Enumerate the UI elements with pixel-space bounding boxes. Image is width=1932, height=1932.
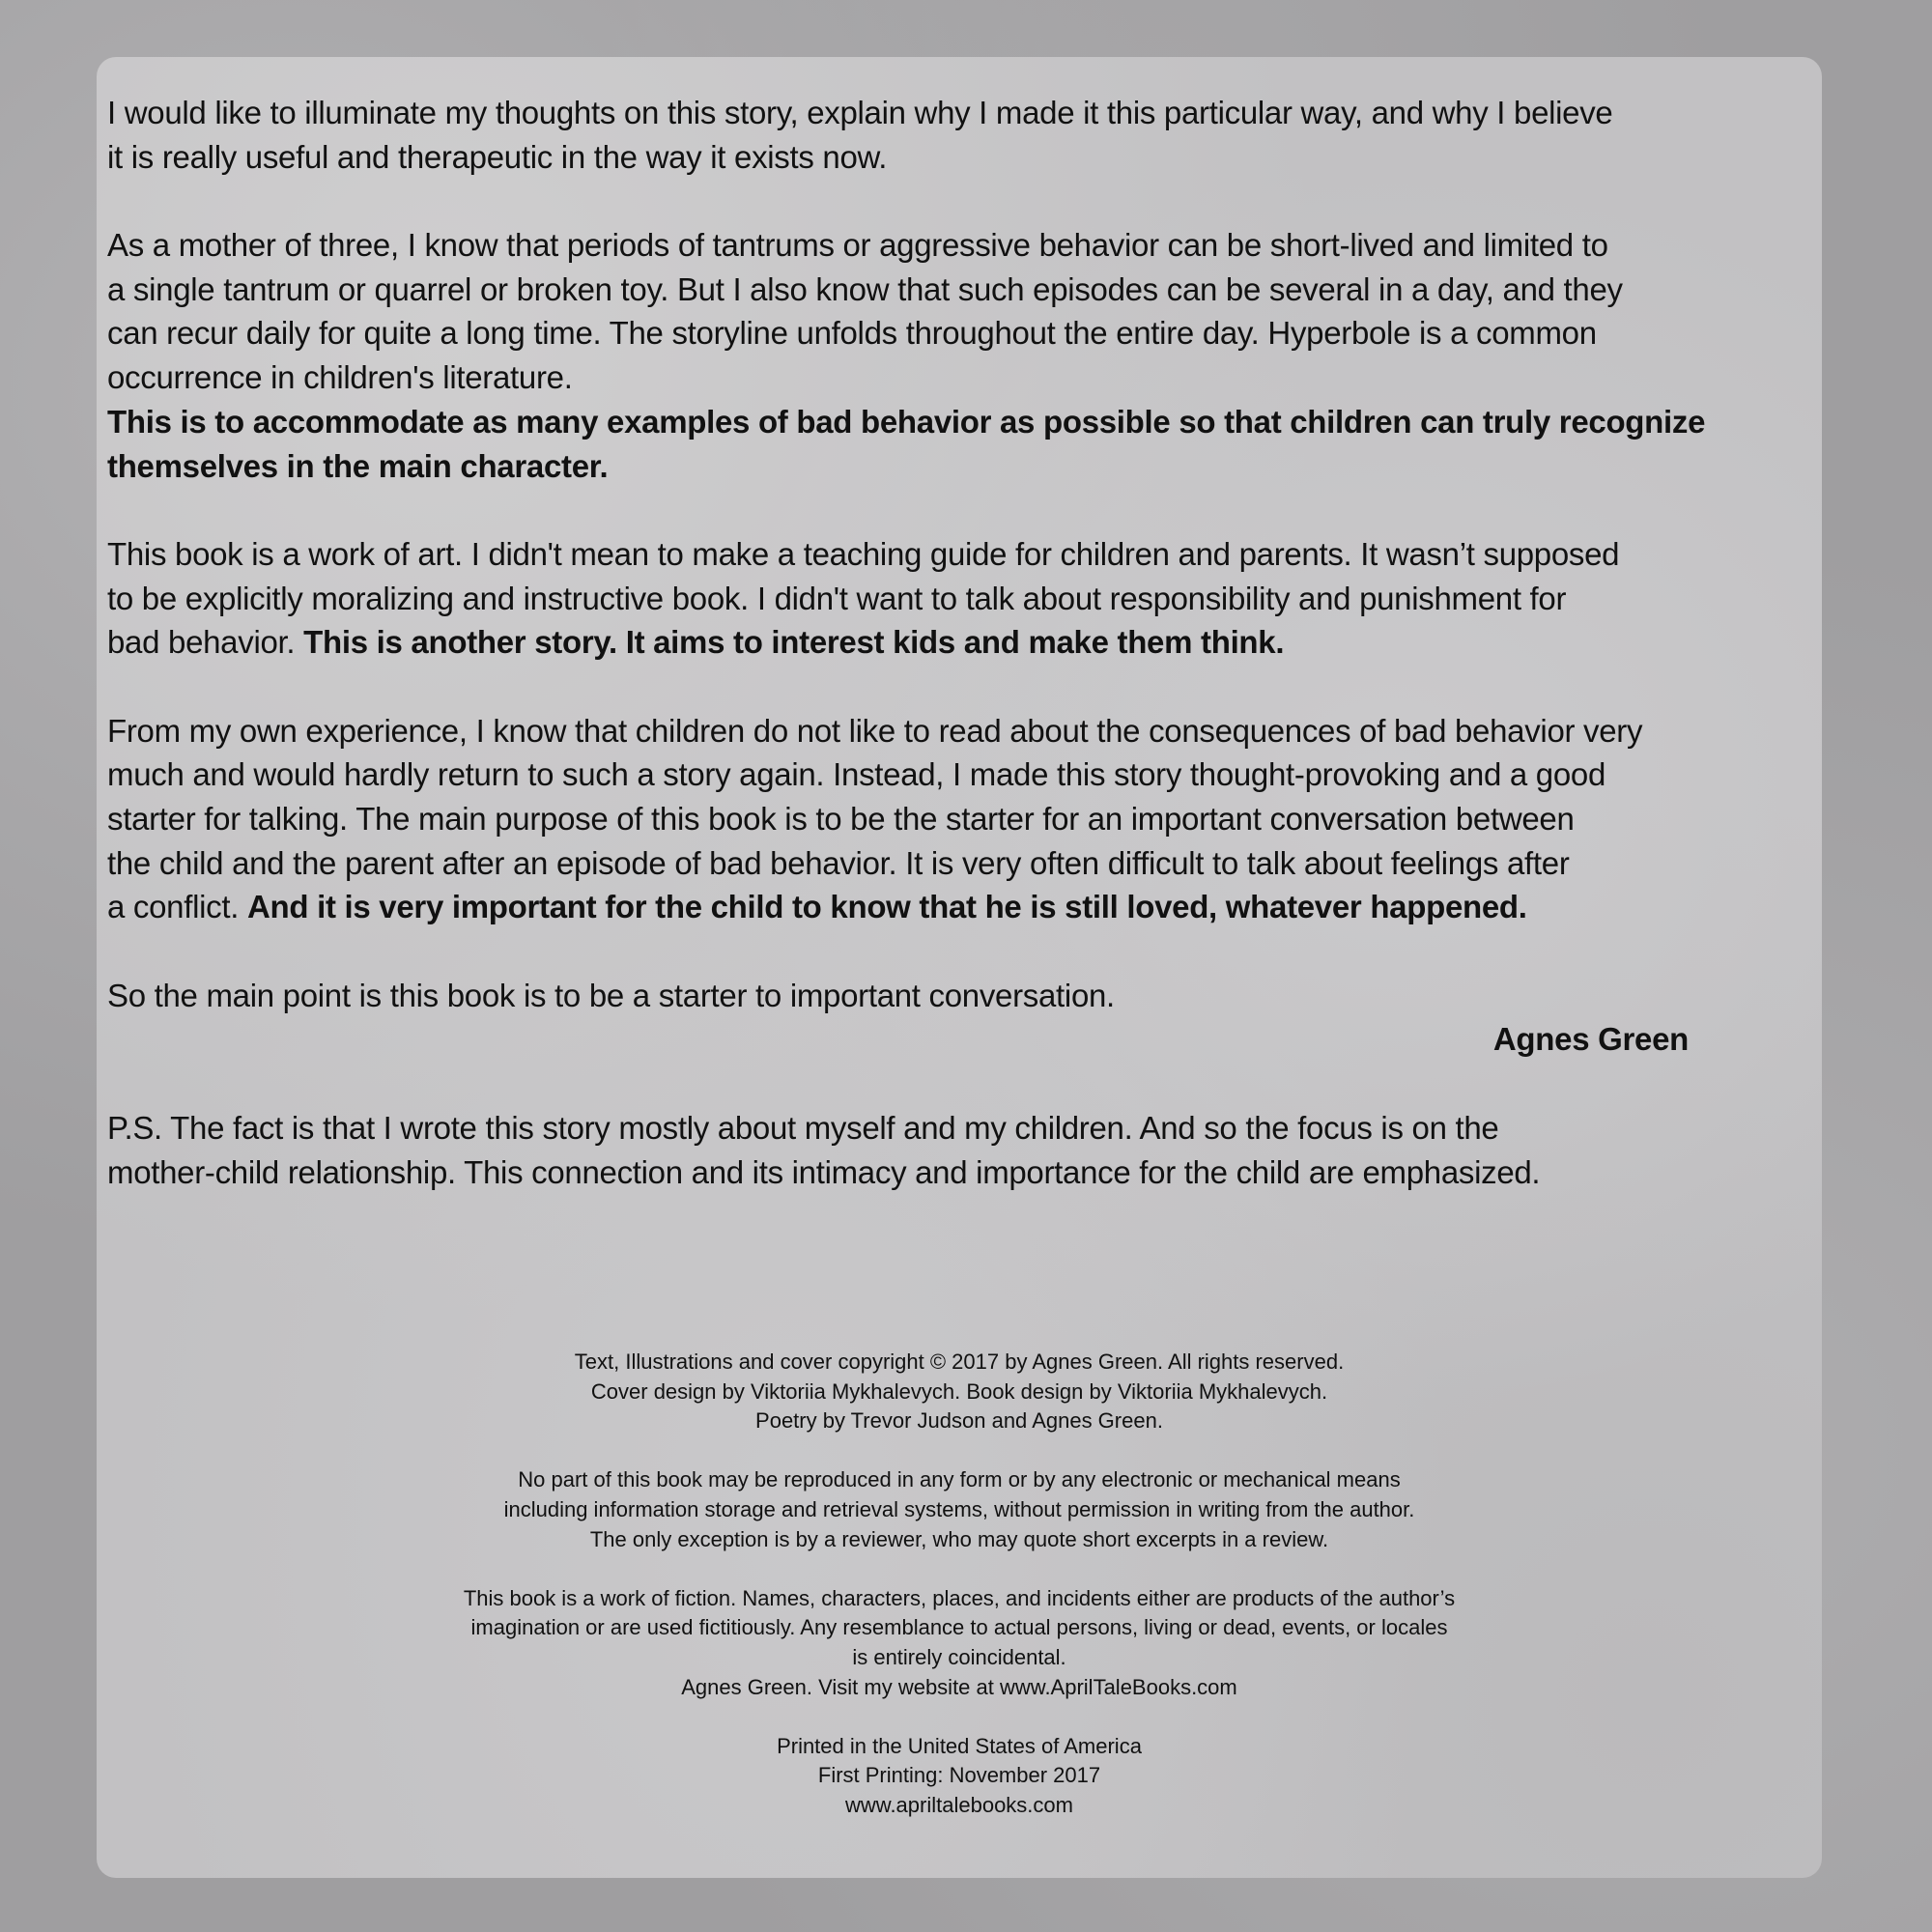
paragraph	[107, 532, 1822, 665]
footer-line: is entirely coincidental.	[852, 1644, 1066, 1669]
footer-line: Agnes Green. Visit my website at www.AprilTaleBooks.com	[681, 1674, 1237, 1699]
text-segment: much and would hardly return to such a story again. Instead, I made this story thought-provoking and a good	[107, 756, 1605, 793]
bold-text: And it is very important for the child to know that he is still loved, whatever happened.	[246, 889, 1527, 925]
footer-block	[97, 1584, 1822, 1702]
footer-line: This book is a work of fiction. Names, characters, places, and incidents either are products of the author’s	[463, 1585, 1456, 1610]
text-segment: to be explicitly moralizing and instructive book. I didn't want to talk about responsibility and punishment for	[107, 580, 1567, 616]
text-segment: can recur daily for quite a long time. The storyline unfolds throughout the entire day. Hyperbole is a common	[107, 315, 1597, 352]
text-line	[107, 797, 1822, 841]
author-signature: Agnes Green	[1492, 1021, 1689, 1058]
paragraph-gap	[107, 1062, 1822, 1106]
text-segment: As a mother of three, I know that periods of tantrums or aggressive behavior can be short-lived and limited to	[107, 227, 1608, 264]
text-segment: This book is a work of art. I didn't mean to make a teaching guide for children and parents. It wasn’t supposed	[107, 535, 1620, 572]
text-line	[107, 444, 1822, 489]
paragraph	[107, 91, 1822, 179]
text-segment: the child and the parent after an episode of bad behavior. It is very often difficult to talk about feelings after	[107, 844, 1570, 881]
text-segment: So the main point is this book is to be a starter to important conversation.	[107, 977, 1115, 1013]
footer-line: Text, Illustrations and cover copyright © 2017 by Agnes Green. All rights reserved.	[574, 1350, 1345, 1374]
paragraph	[107, 223, 1822, 488]
bold-text: This is another story. It aims to interest kids and make them think.	[303, 624, 1285, 661]
footer-block	[97, 1465, 1822, 1554]
text-segment: bad behavior.	[107, 624, 304, 661]
paragraph	[107, 709, 1822, 929]
paragraph-gap	[107, 179, 1822, 223]
footer-line: www.apriltalebooks.com	[845, 1792, 1073, 1817]
text-line	[107, 532, 1822, 577]
footer-gap	[97, 1554, 1822, 1584]
footer-line: First Printing: November 2017	[817, 1763, 1101, 1788]
text-line	[107, 135, 1822, 180]
footer-line: The only exception is by a reviewer, who may quote short excerpts in a review.	[589, 1526, 1329, 1551]
text-segment: a single tantrum or quarrel or broken toy. But I also know that such episodes can be several in a day, and they	[107, 270, 1623, 307]
footer-line: imagination or are used fictitiously. Any resemblance to actual persons, living or dead, events, or locales	[470, 1615, 1448, 1640]
paragraph-gap	[107, 488, 1822, 532]
text-line	[107, 223, 1822, 268]
copyright-notice	[97, 1348, 1822, 1821]
footer-line: No part of this book may be reproduced in any form or by any electronic or mechanical means	[518, 1467, 1401, 1492]
footer-line: Printed in the United States of America	[777, 1733, 1142, 1758]
footer-block	[97, 1732, 1822, 1821]
text-line	[107, 91, 1822, 135]
text-line	[107, 709, 1822, 753]
text-line	[107, 1106, 1822, 1151]
text-line	[107, 400, 1822, 444]
bold-text: themselves in the main character.	[107, 447, 609, 484]
text-segment: I would like to illuminate my thoughts on this story, explain why I made it this particular way, and why I believe	[107, 95, 1613, 130]
text-segment: occurrence in children's literature.	[107, 359, 573, 396]
footer-line: Poetry by Trevor Judson and Agnes Green.	[755, 1408, 1163, 1434]
text-segment: From my own experience, I know that children do not like to read about the consequences of bad behavior very	[107, 712, 1643, 749]
footer-line: including information storage and retrieval systems, without permission in writing from the author.	[503, 1496, 1415, 1521]
text-segment: it is really useful and therapeutic in the way it exists now.	[107, 138, 888, 175]
footer-block	[97, 1348, 1822, 1436]
page-panel	[97, 57, 1822, 1878]
text-line	[107, 268, 1822, 312]
afterword-text	[107, 91, 1822, 1194]
footer-gap	[97, 1702, 1822, 1732]
text-line	[107, 311, 1822, 355]
text-line	[107, 974, 1822, 1018]
text-segment: starter for talking. The main purpose of this book is to be the starter for an important conversation between	[107, 801, 1575, 837]
postscript	[107, 1106, 1822, 1194]
text-segment: a conflict.	[107, 889, 247, 925]
text-segment: mother-child relationship. This connection and its intimacy and importance for the child are emphasized.	[107, 1153, 1541, 1190]
text-line	[107, 885, 1822, 929]
text-line	[107, 620, 1822, 665]
paragraph	[107, 974, 1822, 1018]
text-line	[107, 1151, 1822, 1195]
footer-line: Cover design by Viktoriia Mykhalevych. Book design by Viktoriia Mykhalevych.	[590, 1378, 1328, 1404]
paragraph-gap	[107, 665, 1822, 709]
paragraph-gap	[107, 929, 1822, 974]
text-line	[107, 355, 1822, 400]
text-segment: P.S. The fact is that I wrote this story mostly about myself and my children. And so the focus is on the	[107, 1109, 1499, 1146]
footer-gap	[97, 1436, 1822, 1466]
text-line	[107, 841, 1822, 886]
bold-text: This is to accommodate as many examples of bad behavior as possible so that children can truly recognize	[107, 403, 1706, 440]
text-line	[107, 577, 1822, 621]
text-line	[107, 753, 1822, 797]
